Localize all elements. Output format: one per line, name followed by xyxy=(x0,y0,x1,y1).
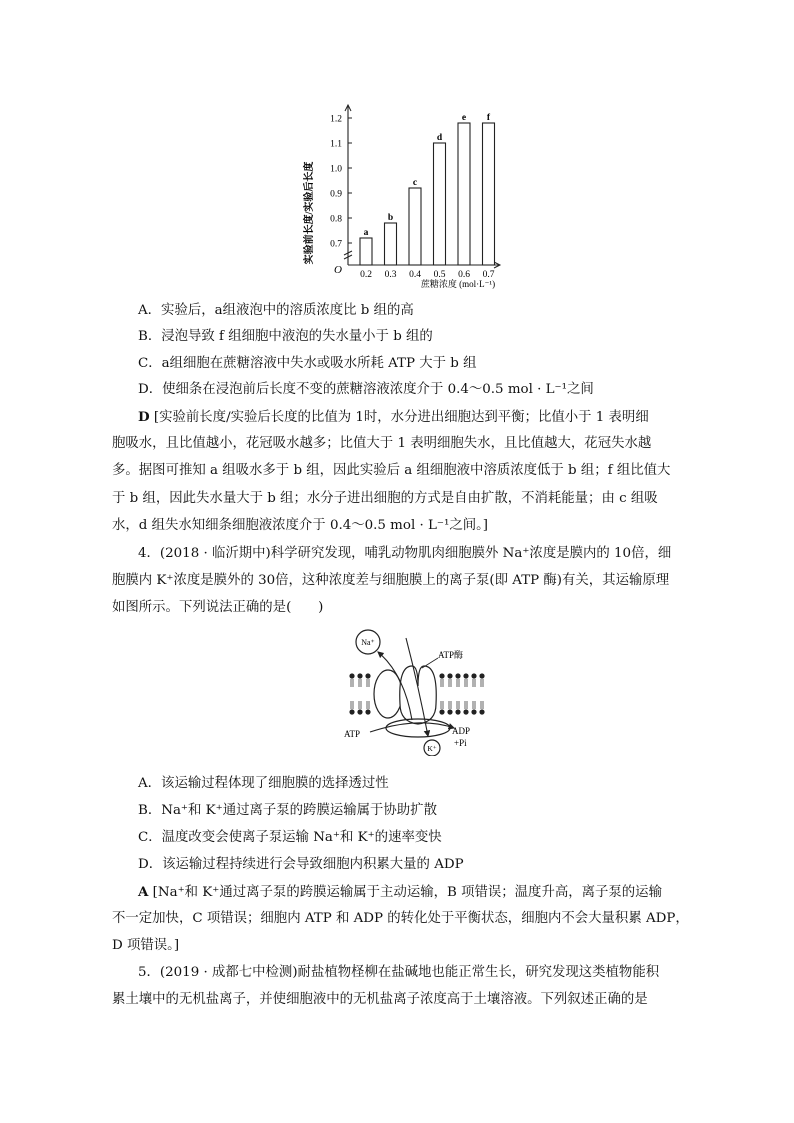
chart-origin-label: O xyxy=(334,264,342,276)
chart-x-tick-label: 0.3 xyxy=(384,270,397,280)
lipid-tail xyxy=(359,701,361,709)
chart-bar xyxy=(385,223,397,265)
chart-y-tick-label: 0.7 xyxy=(330,239,342,250)
chart-bar xyxy=(409,188,421,265)
lipid-head xyxy=(439,709,444,714)
lipid-tail xyxy=(465,701,467,709)
lipid-tail xyxy=(367,679,369,687)
q4-option-c: C．温度改变会使离子泵运输 Na⁺和 K⁺的速率变快 xyxy=(138,830,442,845)
lipid-tail xyxy=(367,701,369,709)
q3-explanation-line-4: 于 b 组，因此失水量大于 b 组；水分子进出细胞的方式是自由扩散，不消耗能量；由 c 组吸 xyxy=(112,491,658,506)
chart-bar xyxy=(483,123,495,265)
q4-stem-line-1: 4．(2018 · 临沂期中)科学研究发现，哺乳动物肌肉细胞膜外 Na⁺浓度是膜内的 10倍，细 xyxy=(138,546,672,561)
chart-y-tick-label: 0.8 xyxy=(330,214,342,225)
lipid-head xyxy=(365,709,370,714)
lipid-tail xyxy=(351,679,353,687)
membrane-lipids-right xyxy=(439,673,484,714)
chart-bar-label: b xyxy=(387,213,394,223)
q3-option-a: A．实验后，a组液泡中的溶质浓度比 b 组的高 xyxy=(138,303,414,318)
q3-explanation-line-3: 多。据图可推知 a 组吸水多于 b 组，因此实验后 a 组细胞液中溶质浓度低于 b 组；f 组比值大 xyxy=(112,463,671,478)
q3-explanation-line-1 xyxy=(138,408,649,427)
atpase-pointer xyxy=(422,658,438,668)
q3-explanation-line-2: 胞吸水，且比值越小，花冠吸水越多；比值大于 1 表明细胞失水，且比值越大，花冠失水越 xyxy=(112,436,652,451)
lipid-tail xyxy=(441,701,443,709)
q3-explanation-text-1: [实验前长度/实验后长度的比值为 1时，水分进出细胞达到平衡；比值小于 1 表明细 xyxy=(153,410,649,425)
lipid-head xyxy=(357,673,362,678)
lipid-tail xyxy=(473,679,475,687)
lipid-tail xyxy=(481,701,483,709)
q3-explanation-line-5: 水，d 组失水知细条细胞液浓度介于 0.4～0.5 mol · L⁻¹之间。] xyxy=(112,518,489,533)
q3-option-b: B．浸泡导致 f 组细胞中液泡的失水量小于 b 组的 xyxy=(138,329,433,344)
lipid-head xyxy=(471,709,476,714)
chart-x-tick-label: 0.5 xyxy=(433,270,446,280)
pi-label: +Pi xyxy=(454,738,467,748)
q3-option-d: D．使细条在浸泡前后长度不变的蔗糖溶液浓度介于 0.4～0.5 mol · L⁻¹之间 xyxy=(138,382,594,397)
ion-pump-diagram xyxy=(338,624,498,756)
chart-bar-label: f xyxy=(486,113,491,123)
q4-answer-letter: A xyxy=(138,884,149,900)
q4-option-a: A．该运输过程体现了细胞膜的选择透过性 xyxy=(138,776,389,791)
atp-label: ATP xyxy=(344,729,361,739)
lipid-tail xyxy=(449,679,451,687)
lipid-tail xyxy=(441,679,443,687)
bar-chart xyxy=(300,95,530,290)
chart-bar-label: d xyxy=(436,133,443,143)
lipid-head xyxy=(463,673,468,678)
q4-option-b: B．Na⁺和 K⁺通过离子泵的跨膜运输属于协助扩散 xyxy=(138,803,437,818)
q5-stem-line-2: 累土壤中的无机盐离子，并使细胞液中的无机盐离子浓度高于土壤溶液。下列叙述正确的是 xyxy=(112,992,648,1007)
chart-y-tick-label: 1.2 xyxy=(330,114,342,125)
q4-stem-line-3: 如图所示。下列说法正确的是( ) xyxy=(112,600,324,615)
q4-stem-line-2: 胞膜内 K⁺浓度是膜外的 30倍，这种浓度差与细胞膜上的离子泵(即 ATP 酶)有关，其运输原理 xyxy=(112,573,670,588)
chart-x-axis-label: 蔗糖浓度 (mol·L⁻¹) xyxy=(420,279,496,289)
q4-explanation-line-1 xyxy=(138,883,662,902)
chart-bar-label: e xyxy=(461,113,467,123)
chart-y-tick-label: 0.9 xyxy=(330,189,342,200)
chart-bar xyxy=(458,123,470,265)
chart-y-tick-label: 1.0 xyxy=(330,164,342,175)
atpase-label: ATP酶 xyxy=(438,650,464,660)
lipid-tail xyxy=(457,679,459,687)
chart-bars xyxy=(360,113,495,265)
lipid-tail xyxy=(481,679,483,687)
lipid-tail xyxy=(351,701,353,709)
na-ion-label: Na⁺ xyxy=(361,638,375,647)
lipid-head xyxy=(479,709,484,714)
lipid-tail xyxy=(465,679,467,687)
membrane-lipids-left xyxy=(349,673,370,714)
lipid-head xyxy=(479,673,484,678)
q4-option-d: D．该运输过程持续进行会导致细胞内积累大量的 ADP xyxy=(138,857,464,872)
lipid-head xyxy=(447,673,452,678)
lipid-head xyxy=(471,673,476,678)
q4-explanation-line-2: 不一定加快，C 项错误；细胞内 ATP 和 ADP 的转化处于平衡状态，细胞内不会大量积累 ADP， xyxy=(112,911,689,926)
adp-label: ADP xyxy=(452,726,471,736)
q5-stem-line-1: 5．(2019 · 成都七中检测)耐盐植物柽柳在盐碱地也能正常生长，研究发现这类植物能积 xyxy=(138,965,660,980)
lipid-head xyxy=(357,709,362,714)
k-ion-label: K⁺ xyxy=(427,744,437,753)
lipid-head xyxy=(455,709,460,714)
chart-y-axis-label: 实验前长度/实验后长度 xyxy=(304,161,315,265)
atp-to-adp-arrow xyxy=(370,723,454,732)
chart-bar xyxy=(434,143,446,265)
lipid-head xyxy=(349,709,354,714)
lipid-head xyxy=(447,709,452,714)
lipid-tail xyxy=(449,701,451,709)
chart-bar-label: a xyxy=(363,228,369,238)
chart-x-tick-label: 0.4 xyxy=(409,270,421,280)
chart-x-tick-label: 0.6 xyxy=(458,270,470,280)
chart-x-tick-label: 0.2 xyxy=(360,270,372,280)
lipid-tail xyxy=(359,679,361,687)
lipid-head xyxy=(439,673,444,678)
q4-explanation-text-1: [Na⁺和 K⁺通过离子泵的跨膜运输属于主动运输，B 项错误；温度升高，离子泵的运输 xyxy=(152,885,662,900)
chart-bar-label: c xyxy=(412,178,418,188)
lipid-head xyxy=(365,673,370,678)
chart-bar xyxy=(360,238,372,265)
lipid-tail xyxy=(473,701,475,709)
lipid-head xyxy=(463,709,468,714)
lipid-head xyxy=(455,673,460,678)
lipid-head xyxy=(349,673,354,678)
chart-x-tick-label: 0.7 xyxy=(482,270,495,280)
chart-y-tick-label: 1.1 xyxy=(330,139,342,150)
lipid-tail xyxy=(457,701,459,709)
q3-answer-letter: D xyxy=(138,409,150,425)
q3-option-c: C．a组细胞在蔗糖溶液中失水或吸水所耗 ATP 大于 b 组 xyxy=(138,356,477,371)
q4-explanation-line-3: D 项错误。] xyxy=(112,938,180,953)
